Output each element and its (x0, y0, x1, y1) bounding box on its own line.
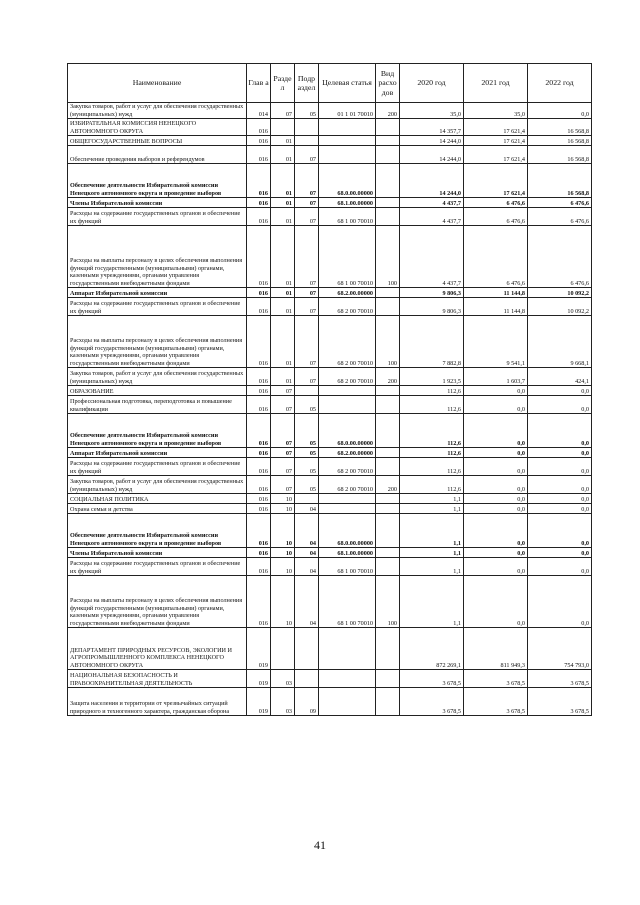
table-body (68, 103, 592, 716)
cell-y2022: 16 568,8 (528, 119, 592, 136)
cell-y2020: 1,1 (400, 576, 464, 628)
cell-y2020: 112,6 (400, 386, 464, 396)
cell-razd: 01 (271, 208, 295, 226)
cell-razd: 07 (271, 476, 295, 494)
cell-glav: 016 (247, 458, 271, 476)
cell-name: ИЗБИРАТЕЛЬНАЯ КОМИССИЯ НЕНЕЦКОГО АВТОНОМНОГО ОКРУГА (68, 119, 247, 136)
cell-cs (319, 396, 376, 414)
cell-y2021: 0,0 (464, 386, 528, 396)
cell-vr (376, 458, 400, 476)
cell-y2020: 1,1 (400, 558, 464, 576)
cell-podr: 09 (295, 688, 319, 716)
cell-cs: 68.1.00.00000 (319, 548, 376, 558)
cell-glav: 016 (247, 164, 271, 198)
cell-podr: 04 (295, 548, 319, 558)
cell-cs (319, 504, 376, 514)
cell-glav: 016 (247, 576, 271, 628)
table-row (68, 670, 592, 688)
cell-y2022: 6 476,6 (528, 208, 592, 226)
cell-cs: 68 2 00 70010 (319, 368, 376, 386)
cell-vr (376, 688, 400, 716)
cell-name: ОБРАЗОВАНИЕ (68, 386, 247, 396)
cell-vr (376, 164, 400, 198)
cell-y2022: 16 568,8 (528, 146, 592, 164)
cell-vr (376, 396, 400, 414)
cell-glav: 016 (247, 368, 271, 386)
cell-y2021: 6 476,6 (464, 226, 528, 288)
cell-y2022: 0,0 (528, 414, 592, 448)
cell-podr: 07 (295, 368, 319, 386)
cell-y2022: 0,0 (528, 494, 592, 504)
cell-podr (295, 136, 319, 146)
cell-y2020: 1,1 (400, 494, 464, 504)
cell-y2020: 1,1 (400, 504, 464, 514)
col-header-cs: Целевая статья (319, 64, 376, 103)
cell-y2021: 0,0 (464, 448, 528, 458)
cell-cs (319, 688, 376, 716)
cell-y2022: 0,0 (528, 548, 592, 558)
cell-name: Обеспечение проведения выборов и референдумов (68, 146, 247, 164)
cell-y2021: 0,0 (464, 396, 528, 414)
cell-razd: 01 (271, 146, 295, 164)
cell-glav: 016 (247, 448, 271, 458)
cell-razd: 01 (271, 164, 295, 198)
col-header-2021: 2021 год (464, 64, 528, 103)
cell-vr: 100 (376, 316, 400, 368)
cell-glav: 016 (247, 288, 271, 298)
cell-y2022: 0,0 (528, 476, 592, 494)
cell-glav: 016 (247, 298, 271, 316)
cell-glav: 016 (247, 494, 271, 504)
cell-podr (295, 386, 319, 396)
col-header-2022: 2022 год (528, 64, 592, 103)
cell-glav: 016 (247, 396, 271, 414)
cell-cs (319, 386, 376, 396)
cell-y2020: 1,1 (400, 514, 464, 548)
cell-razd: 10 (271, 514, 295, 548)
cell-y2021: 0,0 (464, 514, 528, 548)
table-row (68, 136, 592, 146)
table-row (68, 386, 592, 396)
cell-y2020: 9 806,3 (400, 298, 464, 316)
cell-podr: 05 (295, 476, 319, 494)
cell-podr: 07 (295, 164, 319, 198)
table-row (68, 103, 592, 119)
cell-cs (319, 146, 376, 164)
cell-podr: 07 (295, 226, 319, 288)
cell-y2020: 3 678,5 (400, 670, 464, 688)
cell-name: Расходы на содержание государственных органов и обеспечение их функций (68, 298, 247, 316)
cell-y2021: 9 541,1 (464, 316, 528, 368)
cell-y2022: 0,0 (528, 458, 592, 476)
cell-cs: 68.1.00.00000 (319, 198, 376, 208)
table-row (68, 164, 592, 198)
cell-vr (376, 208, 400, 226)
cell-name: Расходы на выплаты персоналу в целях обеспечения выполнения функций государственными (муниципальными) органами, казенными учреждениями, органами управления государственными внебюджетными фондами (68, 226, 247, 288)
cell-cs: 68.2.00.00000 (319, 448, 376, 458)
cell-vr (376, 386, 400, 396)
cell-cs: 68.0.00.00000 (319, 164, 376, 198)
col-header-vr: Вид расхо дов (376, 64, 400, 103)
table-row (68, 458, 592, 476)
cell-razd: 10 (271, 548, 295, 558)
cell-y2020: 7 882,8 (400, 316, 464, 368)
cell-y2022: 0,0 (528, 514, 592, 548)
cell-glav: 016 (247, 226, 271, 288)
budget-table (67, 63, 592, 716)
cell-cs: 68 1 00 70010 (319, 226, 376, 288)
cell-name: Защита населения и территории от чрезвычайных ситуаций природного и техногенного характера, гражданская оборона (68, 688, 247, 716)
cell-y2022: 16 568,8 (528, 136, 592, 146)
cell-razd: 10 (271, 504, 295, 514)
cell-y2022: 6 476,6 (528, 198, 592, 208)
cell-name: Аппарат Избирательной комиссии (68, 288, 247, 298)
cell-glav: 016 (247, 208, 271, 226)
col-header-razd: Разде л (271, 64, 295, 103)
cell-cs (319, 494, 376, 504)
cell-podr: 07 (295, 288, 319, 298)
table-row (68, 688, 592, 716)
cell-podr: 07 (295, 198, 319, 208)
cell-name: Расходы на выплаты персоналу в целях обеспечения выполнения функций государственными (муниципальными) органами, казенными учреждениями, органами управления государственными внебюджетными фондами (68, 316, 247, 368)
cell-name: Расходы на содержание государственных органов и обеспечение их функций (68, 558, 247, 576)
cell-y2021: 17 621,4 (464, 136, 528, 146)
cell-cs: 68 2 00 70010 (319, 476, 376, 494)
cell-y2020: 1 923,5 (400, 368, 464, 386)
cell-name: Закупка товаров, работ и услуг для обеспечения государственных (муниципальных) нужд (68, 103, 247, 119)
table-row (68, 396, 592, 414)
cell-y2022: 0,0 (528, 448, 592, 458)
cell-y2021: 3 678,5 (464, 670, 528, 688)
cell-vr: 100 (376, 226, 400, 288)
table-row (68, 226, 592, 288)
cell-glav: 014 (247, 103, 271, 119)
cell-podr: 04 (295, 504, 319, 514)
cell-y2022: 0,0 (528, 386, 592, 396)
cell-y2020: 112,6 (400, 448, 464, 458)
cell-y2020: 14 244,0 (400, 136, 464, 146)
cell-podr: 04 (295, 514, 319, 548)
cell-y2020: 35,0 (400, 103, 464, 119)
cell-name: Расходы на выплаты персоналу в целях обеспечения выполнения функций государственными (муниципальными) органами, казенными учреждениями, органами управления государственными внебюджетными фондами (68, 576, 247, 628)
table-row (68, 298, 592, 316)
cell-name: Обеспечение деятельности Избирательной комиссии Ненецкого автономного округа и проведение выборов (68, 164, 247, 198)
cell-vr (376, 494, 400, 504)
cell-y2021: 811 949,3 (464, 628, 528, 670)
cell-y2022: 3 678,5 (528, 688, 592, 716)
table-row (68, 119, 592, 136)
cell-y2022: 10 092,2 (528, 288, 592, 298)
cell-razd: 07 (271, 458, 295, 476)
cell-glav: 016 (247, 558, 271, 576)
cell-cs (319, 628, 376, 670)
cell-y2021: 6 476,6 (464, 198, 528, 208)
table-row (68, 558, 592, 576)
cell-y2021: 11 144,8 (464, 288, 528, 298)
cell-vr (376, 558, 400, 576)
table-row (68, 414, 592, 448)
cell-podr: 05 (295, 414, 319, 448)
cell-name: ОБЩЕГОСУДАРСТВЕННЫЕ ВОПРОСЫ (68, 136, 247, 146)
cell-y2021: 6 476,6 (464, 208, 528, 226)
cell-glav: 016 (247, 514, 271, 548)
header-row (68, 64, 592, 103)
cell-razd: 10 (271, 494, 295, 504)
cell-vr (376, 414, 400, 448)
cell-vr: 200 (376, 476, 400, 494)
table-row (68, 576, 592, 628)
cell-podr: 05 (295, 396, 319, 414)
cell-name: ДЕПАРТАМЕНТ ПРИРОДНЫХ РЕСУРСОВ, ЭКОЛОГИИ И АГРОПРОМЫШЛЕННОГО КОМПЛЕКСА НЕНЕЦКОГО АВТОНОМНОГО ОКРУГА (68, 628, 247, 670)
table-row (68, 368, 592, 386)
cell-name: Закупка товаров, работ и услуг для обеспечения государственных (муниципальных) нужд (68, 368, 247, 386)
cell-vr (376, 670, 400, 688)
cell-glav: 016 (247, 198, 271, 208)
col-header-name: Наименование (68, 64, 247, 103)
cell-podr (295, 670, 319, 688)
col-header-glav: Глав а (247, 64, 271, 103)
cell-razd: 07 (271, 414, 295, 448)
cell-y2022: 754 793,0 (528, 628, 592, 670)
cell-y2021: 0,0 (464, 458, 528, 476)
col-header-2020: 2020 год (400, 64, 464, 103)
cell-y2022: 424,1 (528, 368, 592, 386)
cell-glav: 016 (247, 316, 271, 368)
cell-vr (376, 146, 400, 164)
cell-glav: 016 (247, 504, 271, 514)
cell-y2020: 872 269,1 (400, 628, 464, 670)
cell-glav: 016 (247, 476, 271, 494)
cell-glav: 016 (247, 548, 271, 558)
cell-name: Члены Избирательной комиссии (68, 548, 247, 558)
cell-cs: 68.2.00.00000 (319, 288, 376, 298)
cell-y2021: 0,0 (464, 558, 528, 576)
cell-podr: 05 (295, 448, 319, 458)
cell-podr: 04 (295, 576, 319, 628)
cell-razd: 07 (271, 386, 295, 396)
cell-cs (319, 136, 376, 146)
cell-podr (295, 119, 319, 136)
cell-podr: 07 (295, 298, 319, 316)
cell-razd: 03 (271, 688, 295, 716)
cell-podr (295, 628, 319, 670)
cell-y2021: 17 621,4 (464, 164, 528, 198)
cell-cs: 68 2 00 70010 (319, 316, 376, 368)
cell-name: СОЦИАЛЬНАЯ ПОЛИТИКА (68, 494, 247, 504)
cell-name: Обеспечение деятельности Избирательной комиссии Ненецкого автономного округа и проведение выборов (68, 514, 247, 548)
cell-razd: 01 (271, 288, 295, 298)
cell-y2022: 0,0 (528, 576, 592, 628)
cell-y2020: 14 244,0 (400, 164, 464, 198)
cell-y2020: 112,6 (400, 458, 464, 476)
cell-y2022: 10 092,2 (528, 298, 592, 316)
cell-name: Закупка товаров, работ и услуг для обеспечения государственных (муниципальных) нужд (68, 476, 247, 494)
cell-y2022: 0,0 (528, 504, 592, 514)
cell-glav: 016 (247, 386, 271, 396)
cell-cs: 01 1 01 70010 (319, 103, 376, 119)
cell-y2021: 0,0 (464, 476, 528, 494)
cell-y2022: 0,0 (528, 396, 592, 414)
cell-name: Члены Избирательной комиссии (68, 198, 247, 208)
cell-y2020: 4 437,7 (400, 198, 464, 208)
table-row (68, 628, 592, 670)
cell-cs (319, 119, 376, 136)
cell-vr (376, 136, 400, 146)
cell-y2021: 0,0 (464, 504, 528, 514)
cell-glav: 019 (247, 688, 271, 716)
cell-podr: 05 (295, 103, 319, 119)
cell-razd (271, 628, 295, 670)
cell-y2021: 17 621,4 (464, 119, 528, 136)
cell-vr (376, 548, 400, 558)
cell-glav: 019 (247, 670, 271, 688)
table-row (68, 288, 592, 298)
cell-vr (376, 198, 400, 208)
cell-y2021: 17 621,4 (464, 146, 528, 164)
table-row (68, 514, 592, 548)
cell-y2022: 16 568,8 (528, 164, 592, 198)
cell-vr: 100 (376, 576, 400, 628)
cell-cs: 68.0.00.00000 (319, 514, 376, 548)
col-header-podr: Подр аздел (295, 64, 319, 103)
cell-podr: 07 (295, 208, 319, 226)
cell-name: НАЦИОНАЛЬНАЯ БЕЗОПАСНОСТЬ И ПРАВООХРАНИТЕЛЬНАЯ ДЕЯТЕЛЬНОСТЬ (68, 670, 247, 688)
cell-razd: 01 (271, 136, 295, 146)
cell-cs: 68 2 00 70010 (319, 298, 376, 316)
cell-y2022: 9 668,1 (528, 316, 592, 368)
cell-vr: 200 (376, 368, 400, 386)
cell-name: Охрана семьи и детства (68, 504, 247, 514)
cell-razd: 03 (271, 670, 295, 688)
cell-y2020: 14 357,7 (400, 119, 464, 136)
cell-razd: 10 (271, 576, 295, 628)
cell-vr (376, 514, 400, 548)
table-row (68, 448, 592, 458)
cell-razd (271, 119, 295, 136)
cell-vr (376, 628, 400, 670)
cell-glav: 019 (247, 628, 271, 670)
cell-vr (376, 288, 400, 298)
cell-vr (376, 119, 400, 136)
cell-y2020: 3 678,5 (400, 688, 464, 716)
table-row (68, 548, 592, 558)
cell-glav: 016 (247, 119, 271, 136)
cell-podr: 04 (295, 558, 319, 576)
table-row (68, 146, 592, 164)
cell-y2022: 0,0 (528, 558, 592, 576)
cell-razd: 01 (271, 226, 295, 288)
cell-vr (376, 448, 400, 458)
cell-glav: 016 (247, 146, 271, 164)
cell-y2020: 112,6 (400, 396, 464, 414)
cell-y2022: 0,0 (528, 103, 592, 119)
cell-y2021: 11 144,8 (464, 298, 528, 316)
cell-razd: 07 (271, 103, 295, 119)
cell-razd: 07 (271, 448, 295, 458)
cell-y2021: 35,0 (464, 103, 528, 119)
table-row (68, 198, 592, 208)
table-row (68, 476, 592, 494)
cell-razd: 01 (271, 198, 295, 208)
cell-y2021: 0,0 (464, 576, 528, 628)
cell-y2020: 9 806,3 (400, 288, 464, 298)
page-number: 41 (314, 838, 326, 852)
table-row (68, 208, 592, 226)
cell-podr: 05 (295, 458, 319, 476)
table-row (68, 316, 592, 368)
cell-name: Расходы на содержание государственных органов и обеспечение их функций (68, 208, 247, 226)
cell-cs: 68.0.00.00000 (319, 414, 376, 448)
cell-podr: 07 (295, 316, 319, 368)
cell-podr (295, 494, 319, 504)
cell-y2022: 3 678,5 (528, 670, 592, 688)
cell-y2022: 6 476,6 (528, 226, 592, 288)
cell-y2020: 1,1 (400, 548, 464, 558)
cell-name: Профессиональная подготовка, переподготовка и повышение квалификации (68, 396, 247, 414)
cell-y2021: 0,0 (464, 548, 528, 558)
cell-glav: 016 (247, 414, 271, 448)
cell-razd: 01 (271, 316, 295, 368)
cell-y2020: 4 437,7 (400, 226, 464, 288)
cell-vr: 200 (376, 103, 400, 119)
cell-podr: 07 (295, 146, 319, 164)
cell-name: Обеспечение деятельности Избирательной комиссии Ненецкого автономного округа и проведение выборов (68, 414, 247, 448)
cell-y2021: 0,0 (464, 494, 528, 504)
cell-y2020: 4 437,7 (400, 208, 464, 226)
cell-cs: 68 1 00 70010 (319, 576, 376, 628)
table-row (68, 494, 592, 504)
cell-cs: 68 2 00 70010 (319, 458, 376, 476)
cell-y2020: 112,6 (400, 476, 464, 494)
cell-y2021: 1 603,7 (464, 368, 528, 386)
table-row (68, 504, 592, 514)
cell-cs: 68 1 00 70010 (319, 208, 376, 226)
cell-razd: 01 (271, 298, 295, 316)
cell-glav: 016 (247, 136, 271, 146)
cell-y2020: 112,6 (400, 414, 464, 448)
cell-y2021: 3 678,5 (464, 688, 528, 716)
cell-razd: 07 (271, 396, 295, 414)
cell-y2021: 0,0 (464, 414, 528, 448)
cell-name: Аппарат Избирательной комиссии (68, 448, 247, 458)
cell-vr (376, 504, 400, 514)
cell-name: Расходы на содержание государственных органов и обеспечение их функций (68, 458, 247, 476)
cell-razd: 10 (271, 558, 295, 576)
cell-razd: 01 (271, 368, 295, 386)
cell-cs (319, 670, 376, 688)
cell-cs: 68 1 00 70010 (319, 558, 376, 576)
cell-y2020: 14 244,0 (400, 146, 464, 164)
cell-vr (376, 298, 400, 316)
